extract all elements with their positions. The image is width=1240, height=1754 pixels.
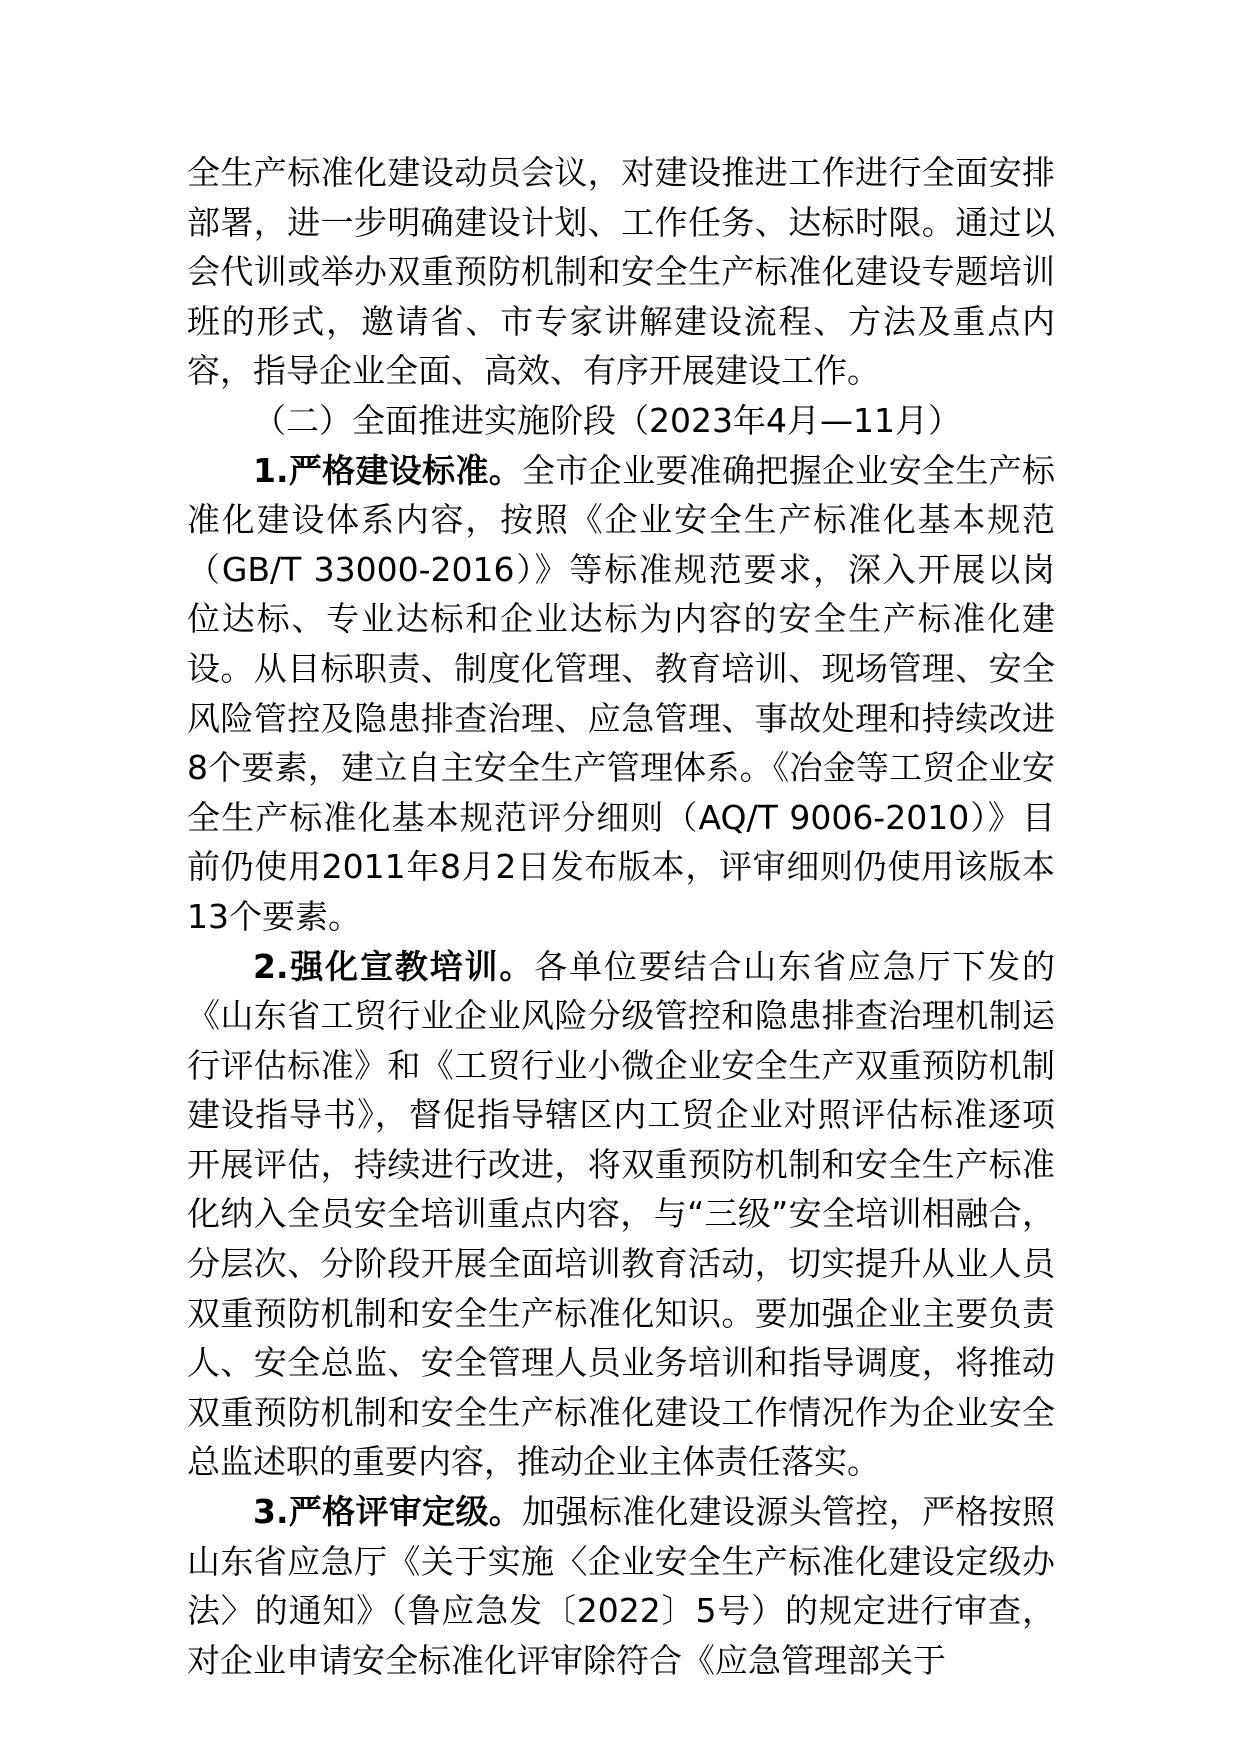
section-heading-text: （二）全面推进实施阶段（2023年4月—11月） (253, 400, 961, 440)
paragraph-text: 各单位要结合山东省应急厅下发的《山东省工贸行业企业风险分级管控和隐患排查治理机制运行评估标准》和《工贸行业小微企业安全生产双重预防机制建设指导书》，督促指导辖区内工贸企业对照评估标准逐项开展评估，持续进行改进，将双重预防机制和安全生产标准化纳入全员安全培训重点内容，与“三级”安全培训相融合，分层次、分阶段开展全面培训教育活动，切实提升从业人员双重预防机制和安全生产标准化知识。要加强企业主要负责人、安全总监、安全管理人员业务培训和指导调度，将推动双重预防机制和安全生产标准化建设工作情况作为企业安全总监述职的重要内容，推动企业主体责任落实。 (187, 946, 1056, 1482)
paragraph-text: 全生产标准化建设动员会议，对建设推进工作进行全面安排部署，进一步明确建设计划、工作任务、达标时限。通过以会代训或举办双重预防机制和安全生产标准化建设专题培训班的形式，邀请省、市专家讲解建设流程、方法及重点内容，指导企业全面、高效、有序开展建设工作。 (187, 153, 1055, 391)
document-body (187, 148, 1055, 1685)
paragraph-item-1 (187, 446, 1055, 942)
paragraph-text: 加强标准化建设源头管控，严格按照山东省应急厅《关于实施〈企业安全生产标准化建设定级办法〉的通知》（鲁应急发〔2022〕5号）的规定进行审查，对企业申请安全标准化评审除符合《应急管理部关于 (187, 1492, 1056, 1680)
paragraph-lead: 1.严格建设标准。 (253, 450, 523, 490)
section-heading (187, 396, 1055, 446)
paragraph-continuation (187, 148, 1055, 396)
paragraph-lead: 2.强化宣教培训。 (253, 946, 535, 986)
paragraph-item-2 (187, 942, 1055, 1488)
paragraph-text: 全市企业要准确把握企业安全生产标准化建设体系内容，按照《企业安全生产标准化基本规范（GB/T 33000-2016）》等标准规范要求，深入开展以岗位达标、专业达标和企业达标为内容的安全生产标准化建设。从目标职责、制度化管理、教育培训、现场管理、安全风险管控及隐患排查治理、应急管理、事故处理和持续改进8个要素，建立自主安全生产管理体系。《冶金等工贸企业安全生产标准化基本规范评分细则（AQ/T 9006-2010）》目前仍使用2011年8月2日发布版本，评审细则仍使用该版本13个要素。 (187, 450, 1056, 936)
paragraph-item-3 (187, 1487, 1055, 1685)
paragraph-lead: 3.严格评审定级。 (253, 1492, 523, 1532)
